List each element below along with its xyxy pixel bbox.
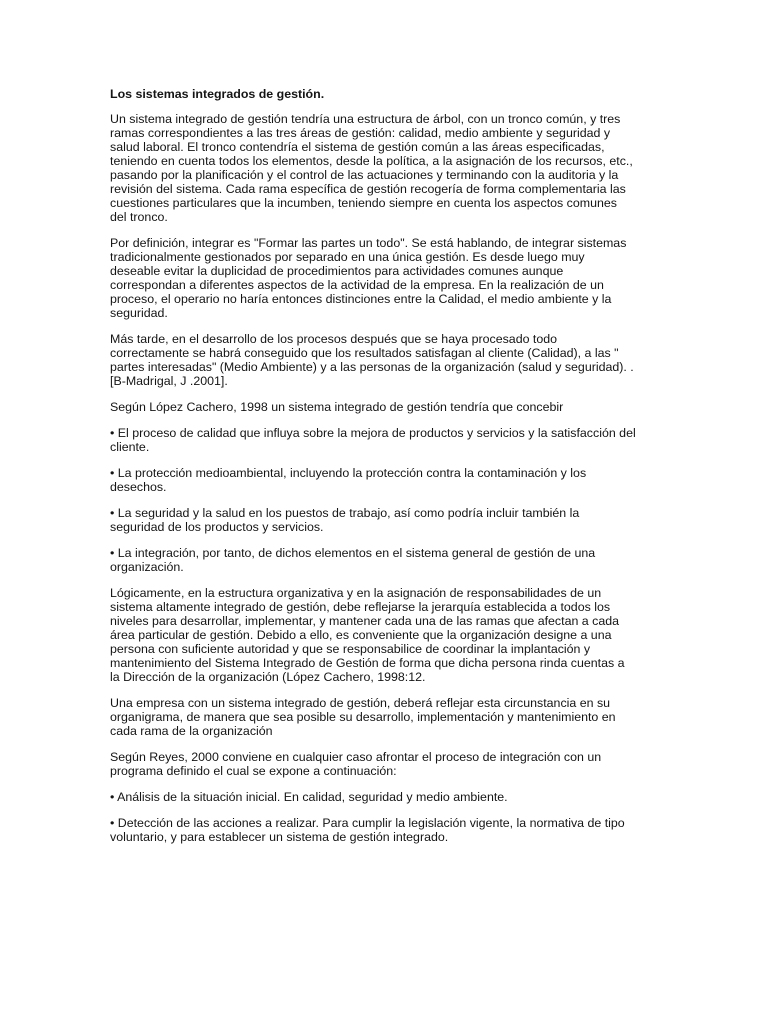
bullet-medioambiente: • La protección medioambiental, incluyendo la protección contra la contaminación y los desechos. [110, 466, 587, 494]
paragraph-empresa: Una empresa con un sistema integrado de gestión, deberá reflejar esta circunstancia en su organigrama, de manera que sea posible su desarrollo, implementación y mantenimiento en cada rama de la organización [110, 696, 616, 738]
paragraph-lopez-cachero: Según López Cachero, 1998 un sistema integrado de gestión tendría que concebir [110, 400, 564, 414]
paragraph-arbol: Un sistema integrado de gestión tendría una estructura de árbol, con un tronco común, y tres ramas correspondientes a las tres áreas de gestión: calidad, medio ambiente y seguridad y salud laboral. El tronco contendría el sistema de gestión común a las áreas especificadas, teniendo en cuenta todos los elementos, desde la política, a la asignación de los recursos, etc., pasando por la planificación y el control de las actuaciones y terminando con la auditoria y la revisión del sistema. Cada rama específica de gestión recogería de forma complementaria las cuestiones particulares que la incumben, teniendo siempre en cuenta los aspectos comunes del tronco. [110, 112, 633, 224]
paragraph-logicamente: Lógicamente, en la estructura organizativa y en la asignación de responsabilidades de un sistema altamente integrado de gestión, debe reflejarse la jerarquía establecida a todos los niveles para desarrollar, implementar, y mantener cada una de las ramas que afectan a cada área particular de gestión. Debido a ello, es conveniente que la organización designe a una persona con suficiente autoridad y que se responsabilice de coordinar la implantación y mantenimiento del Sistema Integrado de Gestión de forma que dicha persona rinda cuentas a la Dirección de la organización (López Cachero, 1998:12. [110, 586, 625, 684]
paragraph-reyes: Según Reyes, 2000 conviene en cualquier caso afrontar el proceso de integración con un programa definido el cual se expone a continuación: [110, 750, 602, 778]
bullet-integracion: • La integración, por tanto, de dichos elementos en el sistema general de gestión de una organización. [110, 546, 596, 574]
paragraph-mas-tarde: Más tarde, en el desarrollo de los procesos después que se haya procesado todo correctamente se habrá conseguido que los resultados satisfagan al cliente (Calidad), a las " partes interesadas" (Medio Ambiente) y a las personas de la organización (salud y seguridad). . [B-Madrigal, J .2001]. [110, 332, 634, 388]
bullet-deteccion: • Detección de las acciones a realizar. Para cumplir la legislación vigente, la normativa de tipo voluntario, y para establecer un sistema de gestión integrado. [110, 816, 625, 844]
bullet-calidad: • El proceso de calidad que influya sobre la mejora de productos y servicios y la satisfacción del cliente. [110, 426, 636, 454]
bullet-seguridad-salud: • La seguridad y la salud en los puestos de trabajo, así como podría incluir también la seguridad de los productos y servicios. [110, 506, 580, 534]
bullet-analisis: • Análisis de la situación inicial. En calidad, seguridad y medio ambiente. [110, 790, 508, 804]
document-title: Los sistemas integrados de gestión. [110, 87, 325, 101]
paragraph-definicion: Por definición, integrar es "Formar las partes un todo". Se está hablando, de integrar sistemas tradicionalmente gestionados por separado en una única gestión. Es desde luego muy deseable evitar la duplicidad de procedimientos para actividades comunes aunque correspondan a diferentes aspectos de la actividad de la empresa. En la realización de un proceso, el operario no haría entonces distinciones entre la Calidad, el medio ambiente y la seguridad. [110, 236, 627, 320]
